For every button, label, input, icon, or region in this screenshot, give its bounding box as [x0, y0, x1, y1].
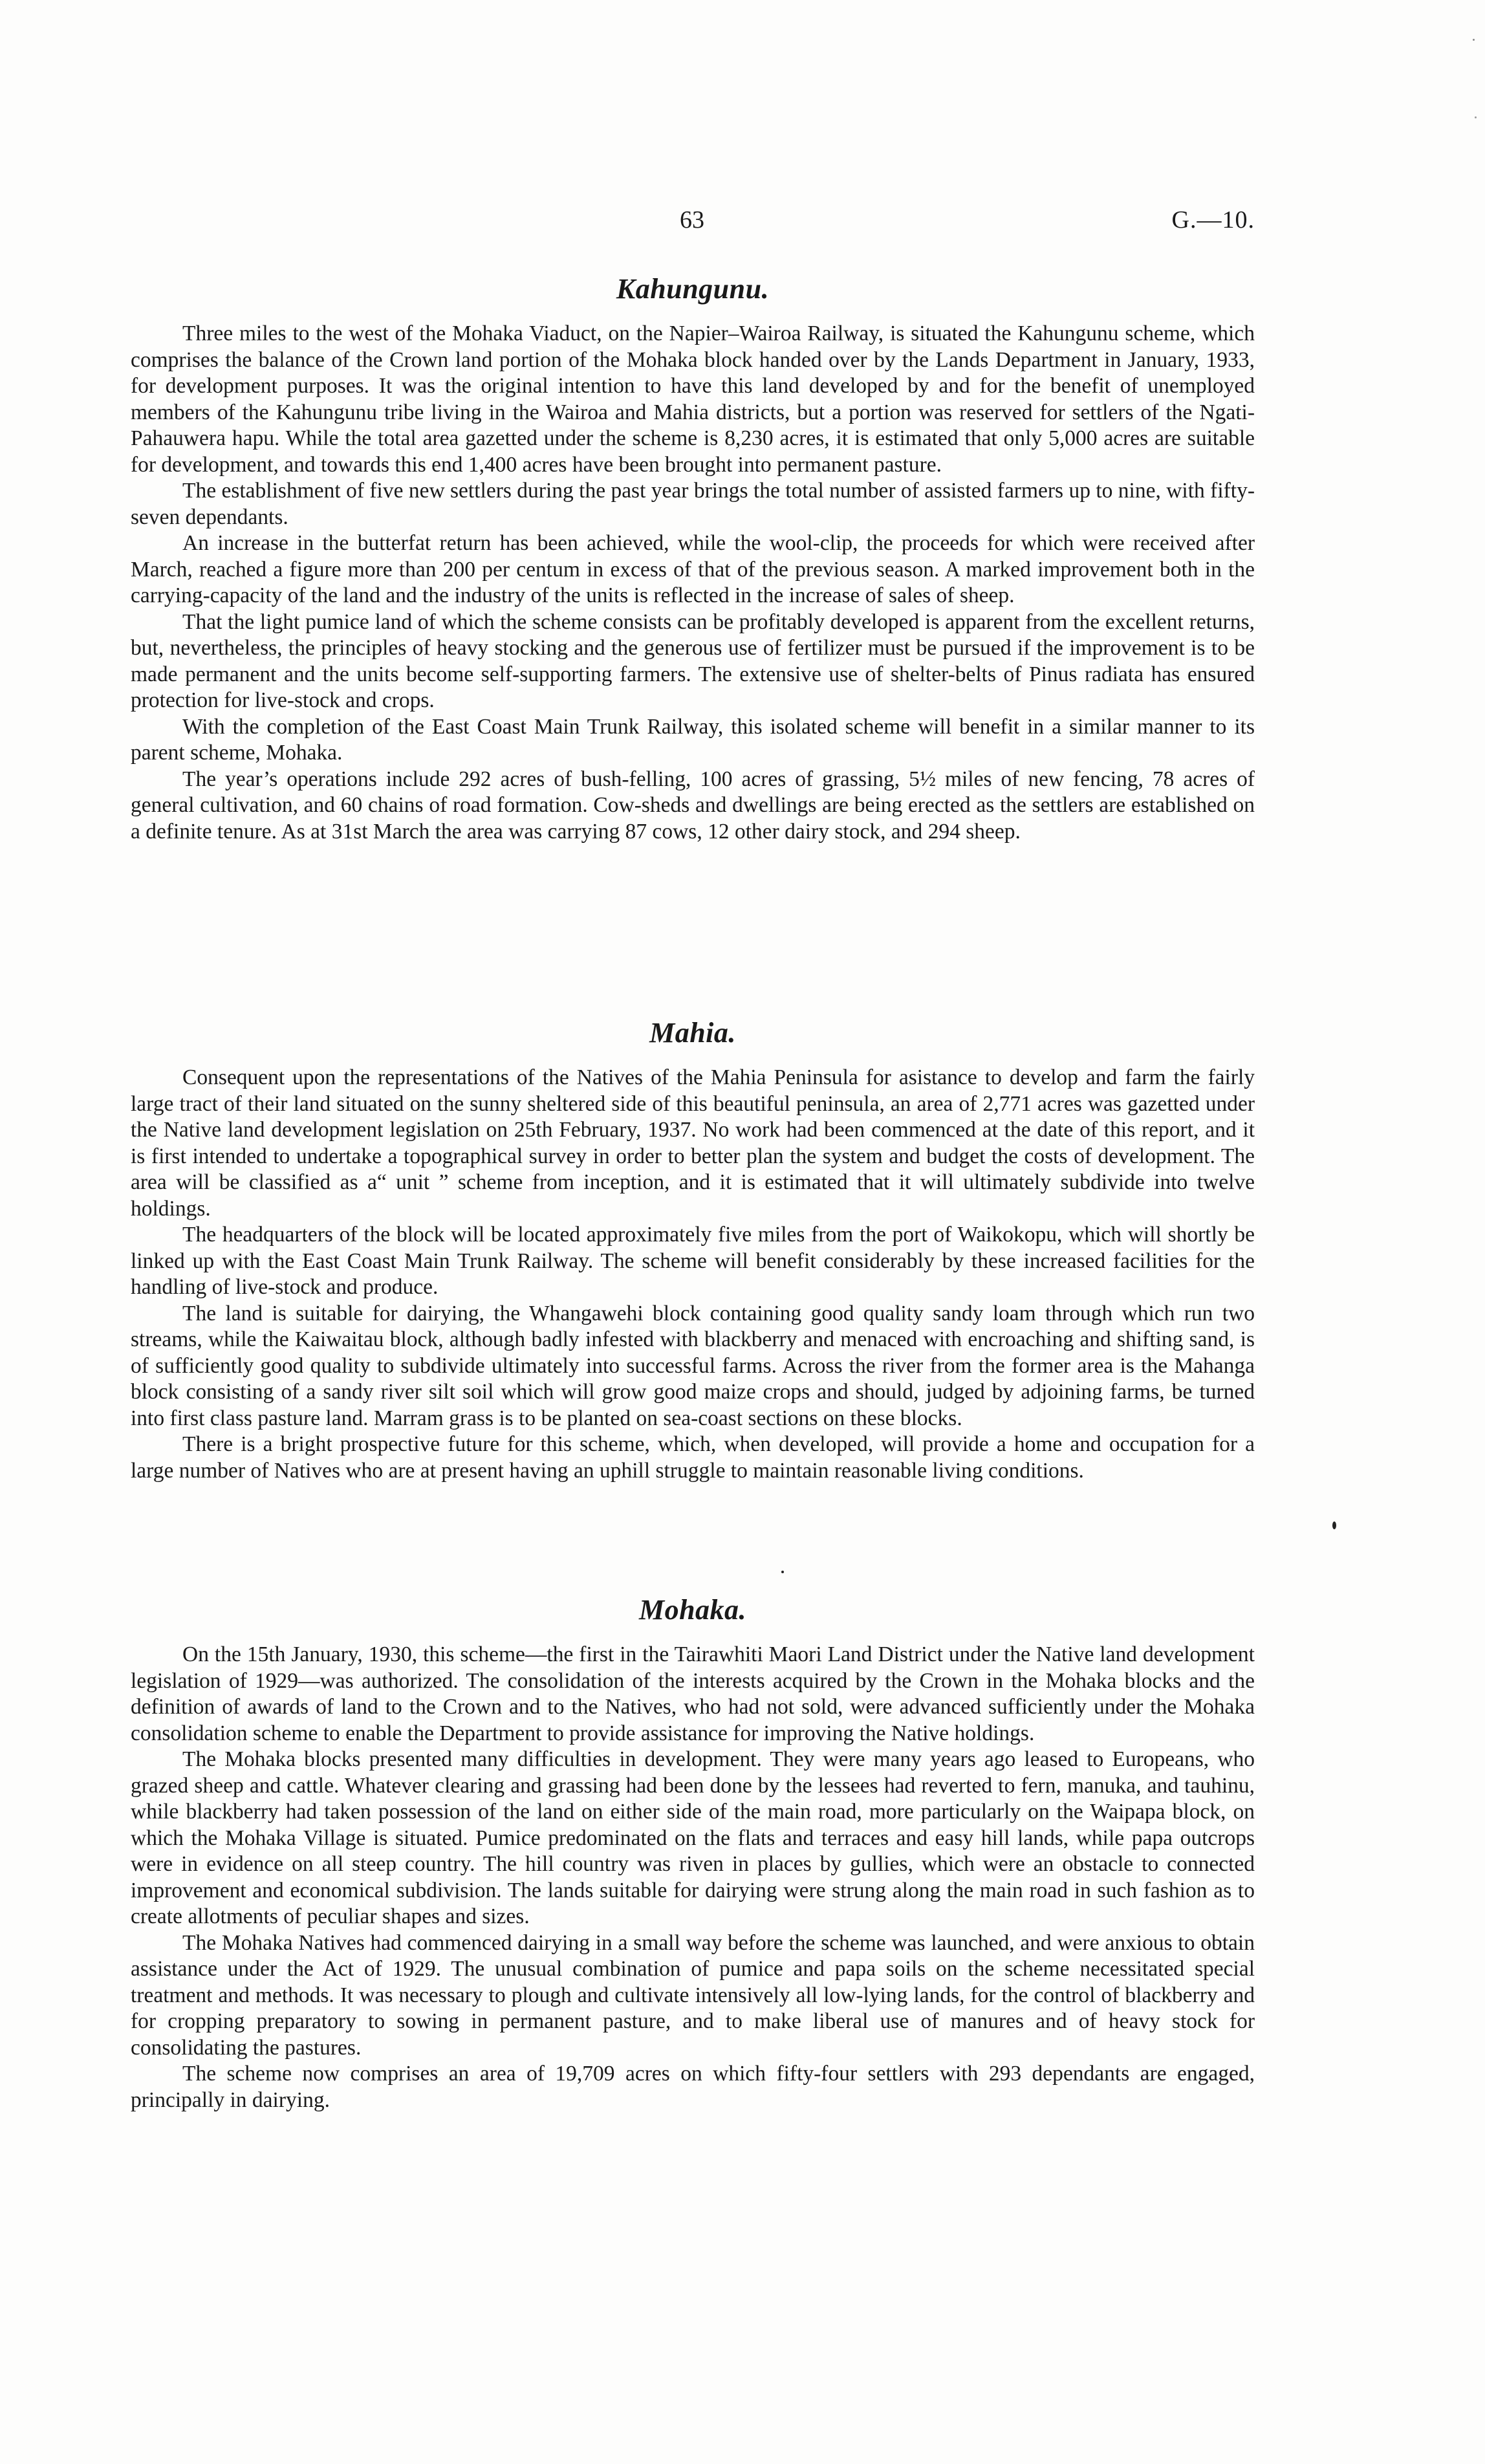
paragraph: Consequent upon the representations of the Natives of the Mahia Peninsula for asistance to develop and farm the fairly large tract of their land situated on the sunny sheltered side of this beautiful peninsula, an area of 2,771 acres was gazetted under the Native land development legislation on 25th February, 1937. No work had been commenced at the date of this report, and it is first intended to undertake a topographical survey in order to better plan the system and budget the costs of development. The area will be classified as a“ unit ” scheme from inception, and it is estimated that it will ultimately subdivide into twelve holdings.: [131, 1065, 1255, 1221]
page-number: 63: [680, 206, 704, 234]
paragraph: The Mohaka blocks presented many difficulties in development. They were many years ago leased to Europeans, who grazed sheep and cattle. Whatever clearing and grassing had been done by the lessees had reverted to fern, manuka, and tauhinu, while blackberry had taken possession of the land on either side of the main road, more particularly on the Waipapa block, on which the Mohaka Village is situated. Pumice predominated on the flats and terraces and easy hill lands, while papa outcrops were in evidence on all steep country. The hill country was riven in places by gullies, which were an obstacle to connected improvement and economical subdivision. The lands suitable for dairying were strung along the main road in such fashion as to create allotments of peculiar shapes and sizes.: [131, 1747, 1255, 1928]
paragraph: The Mohaka Natives had commenced dairying in a small way before the scheme was launched, and were anxious to obtain assistance under the Act of 1929. The unusual combination of pumice and papa soils on the scheme necessitated special treatment and methods. It was necessary to plough and cultivate intensively all low-lying lands, for the control of blackberry and for cropping preparatory to sowing in permanent pasture, and to make liberal use of manures and of heavy stock for consolidating the pastures.: [131, 1930, 1255, 2060]
section-heading: Mahia.: [649, 1017, 736, 1049]
paragraph: On the 15th January, 1930, this scheme—the first in the Tairawhiti Maori Land District under the Native land development legislation of 1929—was authorized. The consolidation of the interests acquired by the Crown in the Mohaka blocks and the definition of awards of land to the Crown and to the Natives, who had not sold, were advanced sufficiently under the Mohaka consolidation scheme to enable the Department to provide assistance for improving the Native holdings.: [131, 1642, 1255, 1745]
section-mohaka: [131, 1593, 1255, 2113]
paragraph: The scheme now comprises an area of 19,709 acres on which fifty-four settlers with 293 dependants are engaged, principally in dairying.: [131, 2062, 1255, 2112]
scan-speck: [1473, 39, 1475, 41]
section-kahungunu: [131, 272, 1255, 845]
document-reference: G.—10.: [1171, 206, 1255, 234]
paragraph: The year’s operations include 292 acres of bush-felling, 100 acres of grassing, 5½ miles of new fencing, 78 acres of general cultivation, and 60 chains of road formation. Cow-sheds and dwellings are being erected as the settlers are established on a definite tenure. As at 31st March the area was carrying 87 cows, 12 other dairy stock, and 294 sheep.: [131, 767, 1255, 844]
paragraph: With the completion of the East Coast Main Trunk Railway, this isolated scheme will benefit in a similar manner to its parent scheme, Mohaka.: [131, 714, 1255, 765]
paragraph: There is a bright prospective future for this scheme, which, when developed, will provide a home and occupation for a large number of Natives who are at present having an uphill struggle to maintain reasonable living conditions.: [131, 1432, 1255, 1483]
scan-speck: [781, 1571, 784, 1573]
paragraph: The establishment of five new settlers during the past year brings the total number of assisted farmers up to nine, with fifty-seven dependants.: [131, 479, 1255, 529]
paragraph: An increase in the butterfat return has been achieved, while the wool-clip, the proceeds for which were received after March, reached a figure more than 200 per centum in excess of that of the previous season. A marked improvement both in the carrying-capacity of the land and the industry of the units is reflected in the increase of sales of sheep.: [131, 531, 1255, 607]
scan-speck: [1332, 1521, 1336, 1529]
scan-speck: [1475, 116, 1477, 118]
paragraph: The headquarters of the block will be located approximately five miles from the port of Waikokopu, which will shortly be linked up with the East Coast Main Trunk Railway. The scheme will benefit considerably by these increased facilities for the handling of live-stock and produce.: [131, 1223, 1255, 1299]
section-heading: Mohaka.: [638, 1594, 747, 1626]
section-heading: Kahungunu.: [616, 273, 770, 305]
paragraph: Three miles to the west of the Mohaka Viaduct, on the Napier–Wairoa Railway, is situated the Kahungunu scheme, which comprises the balance of the Crown land portion of the Mohaka block handed over by the Lands Department in January, 1933, for development purposes. It was the original intention to have this land developed by and for the benefit of unemployed members of the Kahungunu tribe living in the Wairoa and Mahia districts, but a portion was reserved for settlers of the Ngati-Pahauwera hapu. While the total area gazetted under the scheme is 8,230 acres, it is estimated that only 5,000 acres are suitable for development, and towards this end 1,400 acres have been brought into permanent pasture.: [131, 322, 1255, 477]
page-header: [129, 206, 1255, 245]
paragraph: That the light pumice land of which the scheme consists can be profitably developed is apparent from the excellent returns, but, nevertheless, the principles of heavy stocking and the generous use of fertilizer must be pursued if the improvement is to be made permanent and the units become self-supporting farmers. The extensive use of shelter-belts of Pinus radiata has ensured protection for live-stock and crops.: [131, 609, 1255, 712]
paragraph: The land is suitable for dairying, the Whangawehi block containing good quality sandy loam through which run two streams, while the Kaiwaitau block, although badly infested with blackberry and menaced with encroaching and shifting sand, is of sufficiently good quality to subdivide ultimately into successful farms. Across the river from the former area is the Mahanga block consisting of a sandy river silt soil which will grow good maize crops and should, judged by adjoining farms, be turned into first class pasture land. Marram grass is to be planted on sea-coast sections on these blocks.: [131, 1301, 1255, 1430]
section-mahia: [131, 1016, 1255, 1484]
